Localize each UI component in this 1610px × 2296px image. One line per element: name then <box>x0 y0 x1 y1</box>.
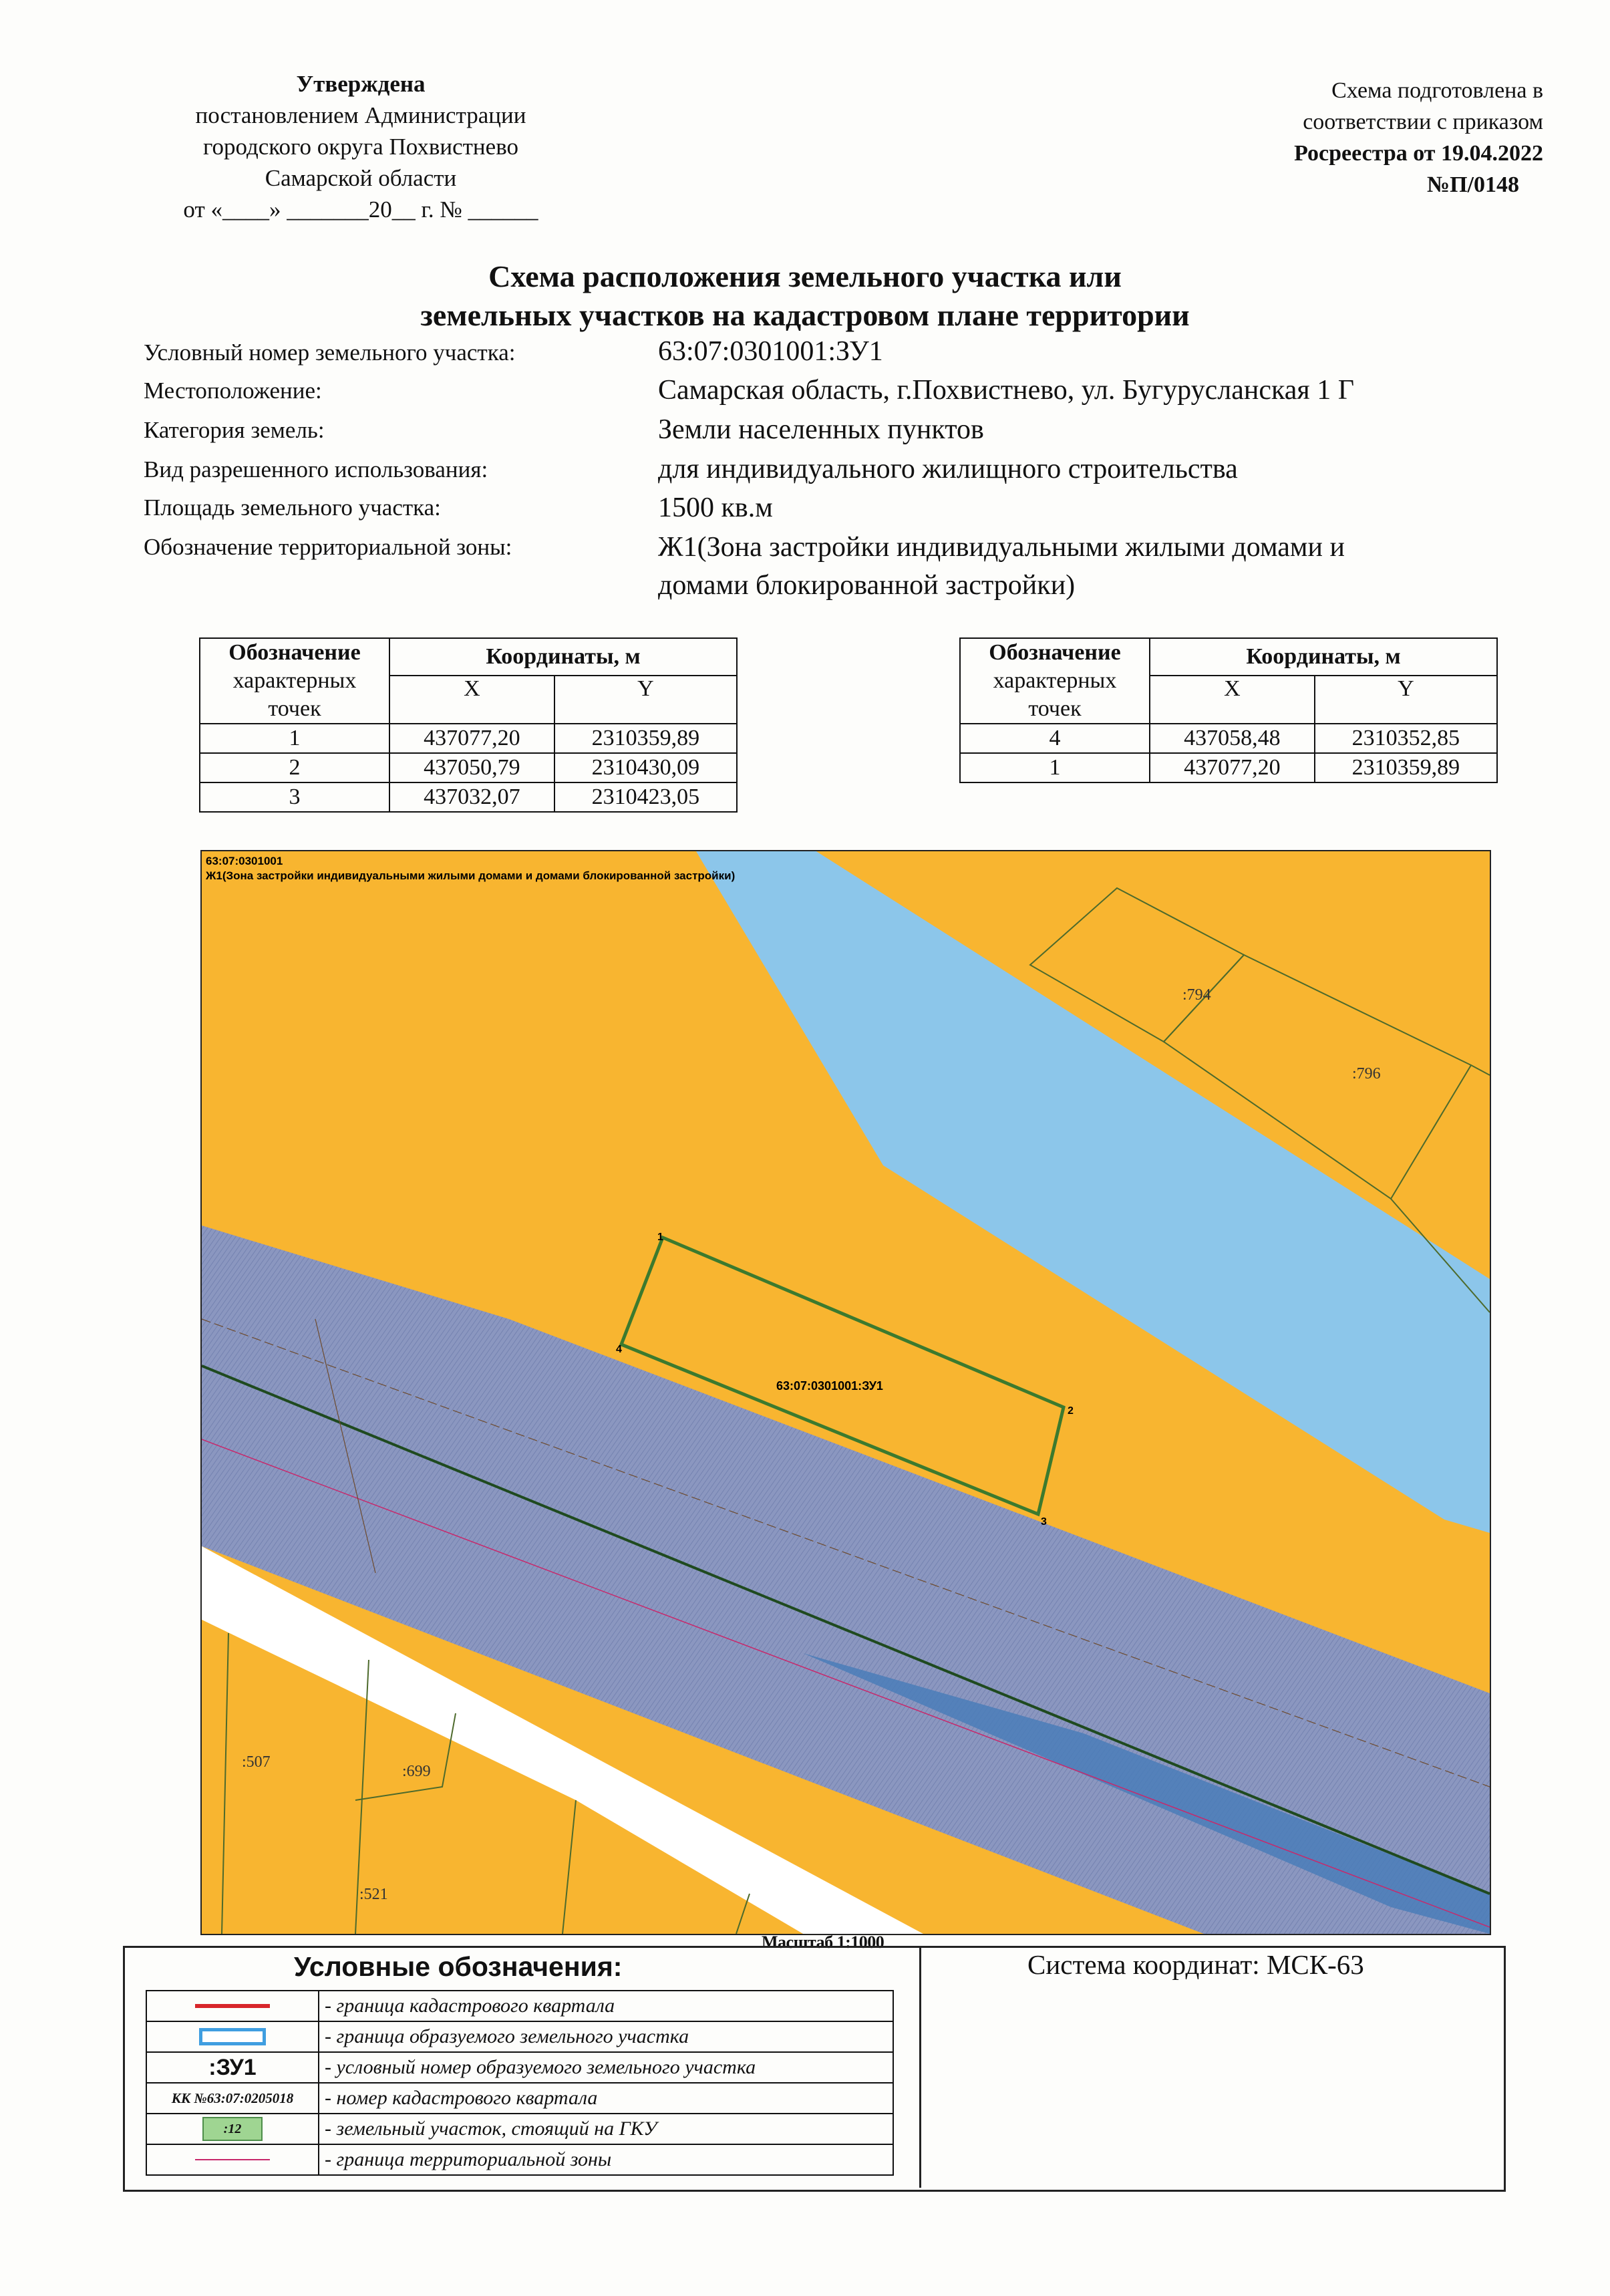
red-line-symbol <box>146 1991 319 2021</box>
table-row <box>200 724 737 753</box>
zone-label: Обозначение территориальной зоны: <box>144 534 512 560</box>
parcel-521-label: :521 <box>359 1886 388 1903</box>
page-title-line-1: Схема расположения земельного участка или <box>488 259 1122 293</box>
point-header <box>960 638 1150 724</box>
coords-header: Координаты, м <box>389 638 737 676</box>
zone-value-1: Ж1(Зона застройки индивидуальными жилыми домами и <box>658 532 1345 563</box>
blue-box-symbol <box>146 2021 319 2052</box>
table-row <box>200 753 737 782</box>
point-cell: 2 <box>200 753 389 782</box>
parcel-794-label: :794 <box>1182 986 1211 1004</box>
legend-item <box>146 1991 893 2021</box>
point-header-3: точек <box>1028 696 1082 721</box>
legend-item <box>146 2114 893 2144</box>
legend-text: - условный номер образуемого земельного участка <box>319 2052 893 2083</box>
x-cell: 437058,48 <box>1150 724 1315 753</box>
point-2-label: 2 <box>1068 1405 1074 1417</box>
coord-table-right <box>959 637 1498 783</box>
legend-title: Условные обозначения: <box>294 1951 623 1982</box>
point-header-3: точек <box>268 696 321 721</box>
thin-line-symbol <box>146 2144 319 2175</box>
category-label: Категория земель: <box>144 417 325 443</box>
approval-line-5: от «____» _______20__ г. № ______ <box>183 196 538 223</box>
map-svg <box>202 851 1490 1934</box>
green-parcel-label: :12 <box>202 2117 263 2141</box>
parcel-699-label: :699 <box>402 1763 431 1780</box>
point-header <box>200 638 389 724</box>
y-cell: 2310430,09 <box>554 753 737 782</box>
zu-symbol: :ЗУ1 <box>146 2052 319 2083</box>
number-value: 63:07:0301001:ЗУ1 <box>658 336 883 367</box>
point-cell: 4 <box>960 724 1150 753</box>
point-header-2: характерных <box>993 668 1117 693</box>
prepared-line-3: Росреестра от 19.04.2022 <box>1294 141 1543 166</box>
table-row <box>960 753 1497 782</box>
coord-table-left <box>199 637 738 813</box>
point-3-label: 3 <box>1041 1516 1047 1528</box>
legend-text: - граница территориальной зоны <box>319 2144 893 2175</box>
map-zone-label: Ж1(Зона застройки индивидуальными жилыми домами и домами блокированной застройки) <box>206 869 736 882</box>
point-cell: 1 <box>960 753 1150 782</box>
green-parcel-symbol <box>146 2114 319 2144</box>
legend-item <box>146 2144 893 2175</box>
category-value: Земли населенных пунктов <box>658 414 984 445</box>
x-header: X <box>1150 676 1315 724</box>
prepared-line-4: №П/0148 <box>1426 172 1519 197</box>
x-header: X <box>389 676 554 724</box>
point-header-2: характерных <box>232 668 357 693</box>
approval-line-2: постановлением Администрации <box>195 102 526 128</box>
legend-table <box>146 1990 894 2176</box>
x-cell: 437077,20 <box>389 724 554 753</box>
prepared-line-1: Схема подготовлена в <box>1331 78 1543 103</box>
legend-text: - земельный участок, стоящий на ГКУ <box>319 2114 893 2144</box>
point-4-label: 4 <box>616 1344 622 1355</box>
coords-header: Координаты, м <box>1150 638 1497 676</box>
parcel-label: 63:07:0301001:ЗУ1 <box>776 1379 883 1393</box>
approval-block <box>114 68 608 225</box>
prepared-block <box>1142 75 1543 200</box>
legend-divider <box>919 1946 921 2188</box>
y-cell: 2310352,85 <box>1315 724 1497 753</box>
approval-line-3: городского округа Похвистнево <box>202 134 518 160</box>
y-cell: 2310359,89 <box>554 724 737 753</box>
y-header: Y <box>554 676 737 724</box>
approval-title: Утверждена <box>296 71 426 97</box>
map-scale: Масштаб 1:1000 <box>762 1932 884 1952</box>
legend-item <box>146 2083 893 2114</box>
point-header-1: Обозначение <box>989 640 1121 665</box>
use-label: Вид разрешенного использования: <box>144 456 488 482</box>
area-value: 1500 кв.м <box>658 492 773 523</box>
parcel-796-label: :796 <box>1352 1065 1381 1083</box>
x-cell: 437032,07 <box>389 782 554 812</box>
location-value: Самарская область, г.Похвистнево, ул. Бугурусланская 1 Г <box>658 375 1355 406</box>
cadastral-map <box>200 850 1491 1935</box>
x-cell: 437077,20 <box>1150 753 1315 782</box>
parcel-507-label: :507 <box>242 1753 271 1771</box>
use-value: для индивидуального жилищного строительства <box>658 454 1238 484</box>
map-quarter-label: 63:07:0301001 <box>206 855 283 867</box>
number-label: Условный номер земельного участка: <box>144 339 516 366</box>
point-cell: 3 <box>200 782 389 812</box>
point-header-1: Обозначение <box>228 640 361 665</box>
table-row <box>960 724 1497 753</box>
point-1-label: 1 <box>657 1232 663 1243</box>
legend-item <box>146 2052 893 2083</box>
zone-value-2: домами блокированной застройки) <box>658 570 1076 601</box>
legend-item <box>146 2021 893 2052</box>
table-row <box>200 782 737 812</box>
prepared-line-2: соответствии с приказом <box>1303 110 1543 134</box>
area-label: Площадь земельного участка: <box>144 494 441 521</box>
page-title-line-2: земельных участков на кадастровом плане территории <box>420 298 1190 332</box>
y-cell: 2310423,05 <box>554 782 737 812</box>
x-cell: 437050,79 <box>389 753 554 782</box>
kk-symbol: КК №63:07:0205018 <box>146 2083 319 2114</box>
legend-text: - номер кадастрового квартала <box>319 2083 893 2114</box>
point-cell: 1 <box>200 724 389 753</box>
y-cell: 2310359,89 <box>1315 753 1497 782</box>
approval-line-4: Самарской области <box>265 165 457 191</box>
coordinate-system: Система координат: МСК-63 <box>1027 1949 1364 1980</box>
legend-text: - граница кадастрового квартала <box>319 1991 893 2021</box>
legend-text: - граница образуемого земельного участка <box>319 2021 893 2052</box>
y-header: Y <box>1315 676 1497 724</box>
location-label: Местоположение: <box>144 378 322 404</box>
